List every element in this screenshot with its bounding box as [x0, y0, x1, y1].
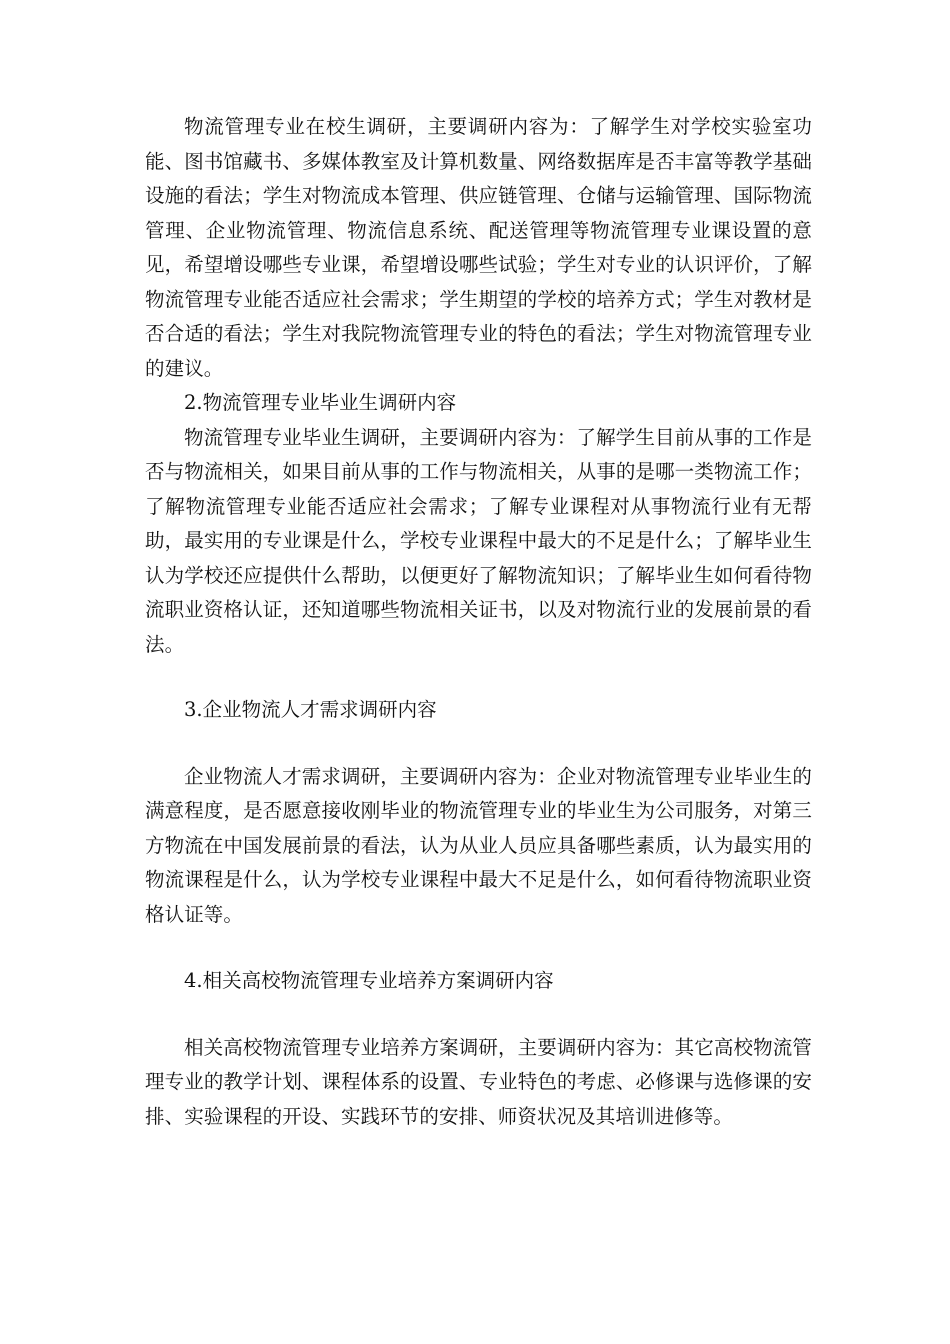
paragraph-university-programs: 相关高校物流管理专业培养方案调研，主要调研内容为：其它高校物流管理专业的教学计划、课程体系的设置、专业特色的考虑、必修课与选修课的安排、实验课程的开设、实践环节的安排、师资状况及其培训进修等。	[145, 1035, 812, 1128]
paragraph-graduates: 物流管理专业毕业生调研，主要调研内容为：了解学生目前从事的工作是否与物流相关，如果目前从事的工作与物流相关，从事的是哪一类物流工作；了解物流管理专业能否适应社会需求；了解专业课程对从事物流行业有无帮助，最实用的专业课是什么，学校专业课程中最大的不足是什么；了解毕业生认为学校还应提供什么帮助，以便更好了解物流知识；了解毕业生如何看待物流职业资格认证，还知道哪些物流相关证书，以及对物流行业的发展前景的看法。	[145, 425, 812, 656]
heading-university-programs: 4.相关高校物流管理专业培养方案调研内容	[184, 969, 554, 992]
heading-enterprise-demand: 3.企业物流人才需求调研内容	[184, 698, 437, 721]
paragraph-current-students: 物流管理专业在校生调研，主要调研内容为：了解学生对学校实验室功能、图书馆藏书、多媒体教室及计算机数量、网络数据库是否丰富等教学基础设施的看法；学生对物流成本管理、供应链管理、仓储与运输管理、国际物流管理、企业物流管理、物流信息系统、配送管理等物流管理专业课设置的意见，希望增设哪些专业课，希望增设哪些试验；学生对专业的认识评价，了解物流管理专业能否适应社会需求；学生期望的学校的培养方式；学生对教材是否合适的看法；学生对我院物流管理专业的特色的看法；学生对物流管理专业的建议。	[145, 115, 812, 380]
heading-graduates: 2.物流管理专业毕业生调研内容	[184, 391, 457, 414]
paragraph-enterprise-demand: 企业物流人才需求调研，主要调研内容为：企业对物流管理专业毕业生的满意程度，是否愿意接收刚毕业的物流管理专业的毕业生为公司服务，对第三方物流在中国发展前景的看法，认为从业人员应具备哪些素质，认为最实用的物流课程是什么，认为学校专业课程中最大不足是什么，如何看待物流职业资格认证等。	[145, 764, 812, 926]
